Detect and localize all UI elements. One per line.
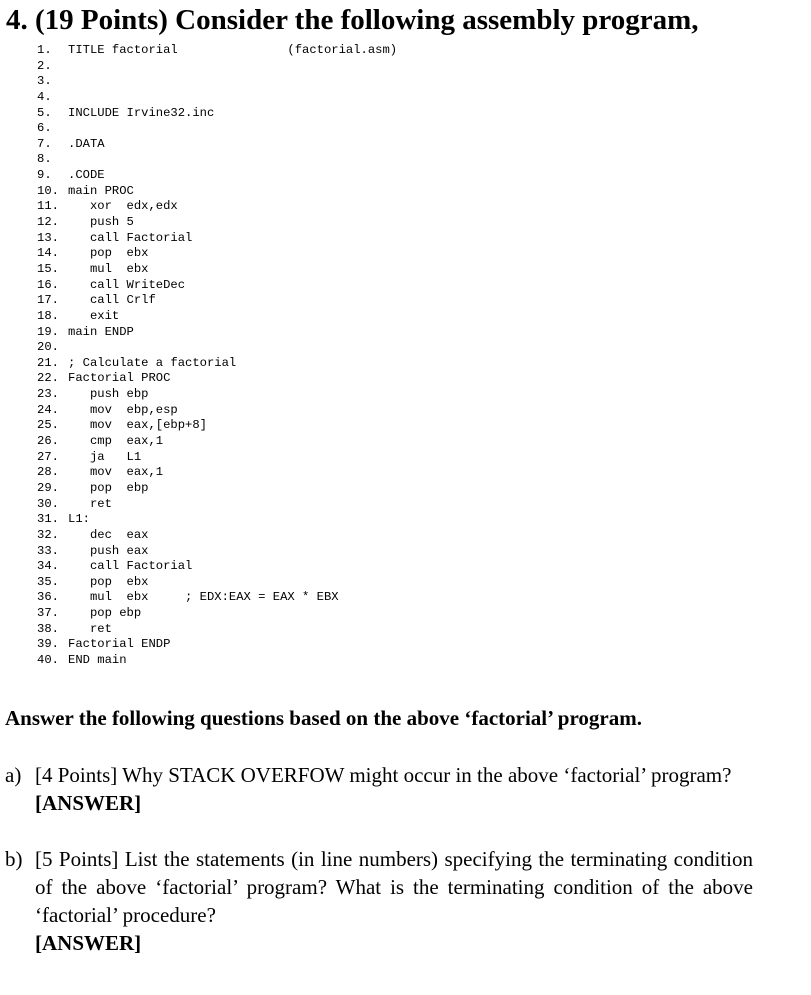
code-text: cmp eax,1 <box>68 434 164 449</box>
code-line <box>37 325 397 341</box>
code-text: xor edx,edx <box>68 199 178 214</box>
code-line <box>37 106 397 122</box>
code-text: call Factorial <box>68 230 193 245</box>
code-text: mov eax,[ebp+8] <box>68 418 207 433</box>
code-text: pop ebx <box>68 574 149 589</box>
code-line <box>37 231 397 247</box>
line-number: 14. <box>37 246 59 261</box>
code-text: .DATA <box>68 136 105 151</box>
code-line <box>37 465 397 481</box>
line-number: 24. <box>37 402 59 417</box>
line-number: 31. <box>37 512 59 527</box>
question-a-text: [4 Points] Why STACK OVERFOW might occur in the above ‘factorial’ program? <box>35 763 732 787</box>
code-text: ja L1 <box>68 449 142 464</box>
line-number: 21. <box>37 355 59 370</box>
line-number: 2. <box>37 58 52 73</box>
code-line <box>37 575 397 591</box>
line-number: 29. <box>37 480 59 495</box>
code-text: ; Calculate a factorial <box>68 355 237 370</box>
code-line <box>37 74 397 90</box>
question-a-answer: [ANSWER] <box>35 791 142 815</box>
code-line <box>37 246 397 262</box>
instructions-heading: Answer the following questions based on the above ‘factorial’ program. <box>5 706 642 730</box>
code-text: .CODE <box>68 168 105 183</box>
code-text: L1: <box>68 512 90 527</box>
code-line <box>37 450 397 466</box>
line-number: 11. <box>37 199 59 214</box>
code-line <box>37 121 397 137</box>
line-number: 33. <box>37 543 59 558</box>
code-text: ret <box>68 496 112 511</box>
code-text: Factorial ENDP <box>68 637 171 652</box>
line-number: 17. <box>37 293 59 308</box>
line-number: 25. <box>37 418 59 433</box>
line-number: 34. <box>37 559 59 574</box>
code-line <box>37 262 397 278</box>
line-number: 3. <box>37 74 52 89</box>
line-number: 19. <box>37 324 59 339</box>
code-line <box>37 168 397 184</box>
code-line <box>37 309 397 325</box>
line-number: 40. <box>37 652 59 667</box>
code-line <box>37 199 397 215</box>
code-line <box>37 340 397 356</box>
code-text: mov ebp,esp <box>68 402 178 417</box>
code-text: mul ebx ; EDX:EAX = EAX * EBX <box>68 590 339 605</box>
question-b-answer: [ANSWER] <box>35 931 142 955</box>
code-line <box>37 512 397 528</box>
line-number: 35. <box>37 574 59 589</box>
code-line <box>37 293 397 309</box>
code-line <box>37 622 397 638</box>
code-text: call WriteDec <box>68 277 186 292</box>
code-text: END main <box>68 652 127 667</box>
line-number: 6. <box>37 121 52 136</box>
code-line <box>37 497 397 513</box>
code-line <box>37 90 397 106</box>
line-number: 28. <box>37 465 59 480</box>
line-number: 4. <box>37 89 52 104</box>
code-line <box>37 278 397 294</box>
line-number: 22. <box>37 371 59 386</box>
code-text: push 5 <box>68 215 134 230</box>
line-number: 16. <box>37 277 59 292</box>
question-b <box>5 845 753 957</box>
code-text: call Factorial <box>68 559 193 574</box>
line-number: 30. <box>37 496 59 511</box>
line-number: 39. <box>37 637 59 652</box>
line-number: 1. <box>37 43 52 57</box>
code-line <box>37 371 397 387</box>
code-line <box>37 356 397 372</box>
code-text: exit <box>68 308 120 323</box>
line-number: 36. <box>37 590 59 605</box>
code-text: mul ebx <box>68 261 149 276</box>
code-listing <box>37 43 397 669</box>
line-number: 20. <box>37 340 59 355</box>
code-line <box>37 544 397 560</box>
code-text: mov eax,1 <box>68 465 164 480</box>
question-b-text: [5 Points] List the statements (in line numbers) specifying the terminating condition of the above ‘factorial’ program? What is the terminating condition of the above ‘factorial’ procedure? <box>35 847 753 927</box>
line-number: 37. <box>37 606 59 621</box>
code-line <box>37 559 397 575</box>
code-text: push ebp <box>68 387 149 402</box>
code-line <box>37 590 397 606</box>
line-number: 8. <box>37 152 52 167</box>
code-line <box>37 418 397 434</box>
line-number: 13. <box>37 230 59 245</box>
line-number: 12. <box>37 215 59 230</box>
line-number: 23. <box>37 387 59 402</box>
code-text: push eax <box>68 543 149 558</box>
code-line <box>37 43 397 59</box>
code-text: pop ebp <box>68 606 142 621</box>
code-line <box>37 387 397 403</box>
question-a-marker: a) <box>5 763 22 787</box>
code-line <box>37 528 397 544</box>
question-a <box>5 761 753 817</box>
code-text: dec eax <box>68 527 149 542</box>
code-line <box>37 481 397 497</box>
line-number: 18. <box>37 308 59 323</box>
line-number: 10. <box>37 183 59 198</box>
code-line <box>37 403 397 419</box>
code-text: ret <box>68 621 112 636</box>
code-line <box>37 137 397 153</box>
line-number: 38. <box>37 621 59 636</box>
code-line <box>37 152 397 168</box>
code-text: call Crlf <box>68 293 156 308</box>
line-number: 15. <box>37 261 59 276</box>
code-text: main PROC <box>68 183 134 198</box>
code-text: TITLE factorial (factorial.asm) <box>68 43 398 57</box>
code-line <box>37 434 397 450</box>
code-line <box>37 653 397 669</box>
code-text: main ENDP <box>68 324 134 339</box>
line-number: 26. <box>37 434 59 449</box>
code-line <box>37 637 397 653</box>
question-heading: 4. (19 Points) Consider the following assembly program, <box>6 4 699 36</box>
code-line <box>37 215 397 231</box>
line-number: 32. <box>37 527 59 542</box>
code-text: Factorial PROC <box>68 371 171 386</box>
code-line <box>37 59 397 75</box>
line-number: 27. <box>37 449 59 464</box>
line-number: 5. <box>37 105 52 120</box>
code-text: INCLUDE Irvine32.inc <box>68 105 215 120</box>
code-line <box>37 606 397 622</box>
code-line <box>37 184 397 200</box>
question-b-marker: b) <box>5 847 23 871</box>
code-text: pop ebx <box>68 246 149 261</box>
code-text: pop ebp <box>68 480 149 495</box>
line-number: 7. <box>37 136 52 151</box>
line-number: 9. <box>37 168 52 183</box>
